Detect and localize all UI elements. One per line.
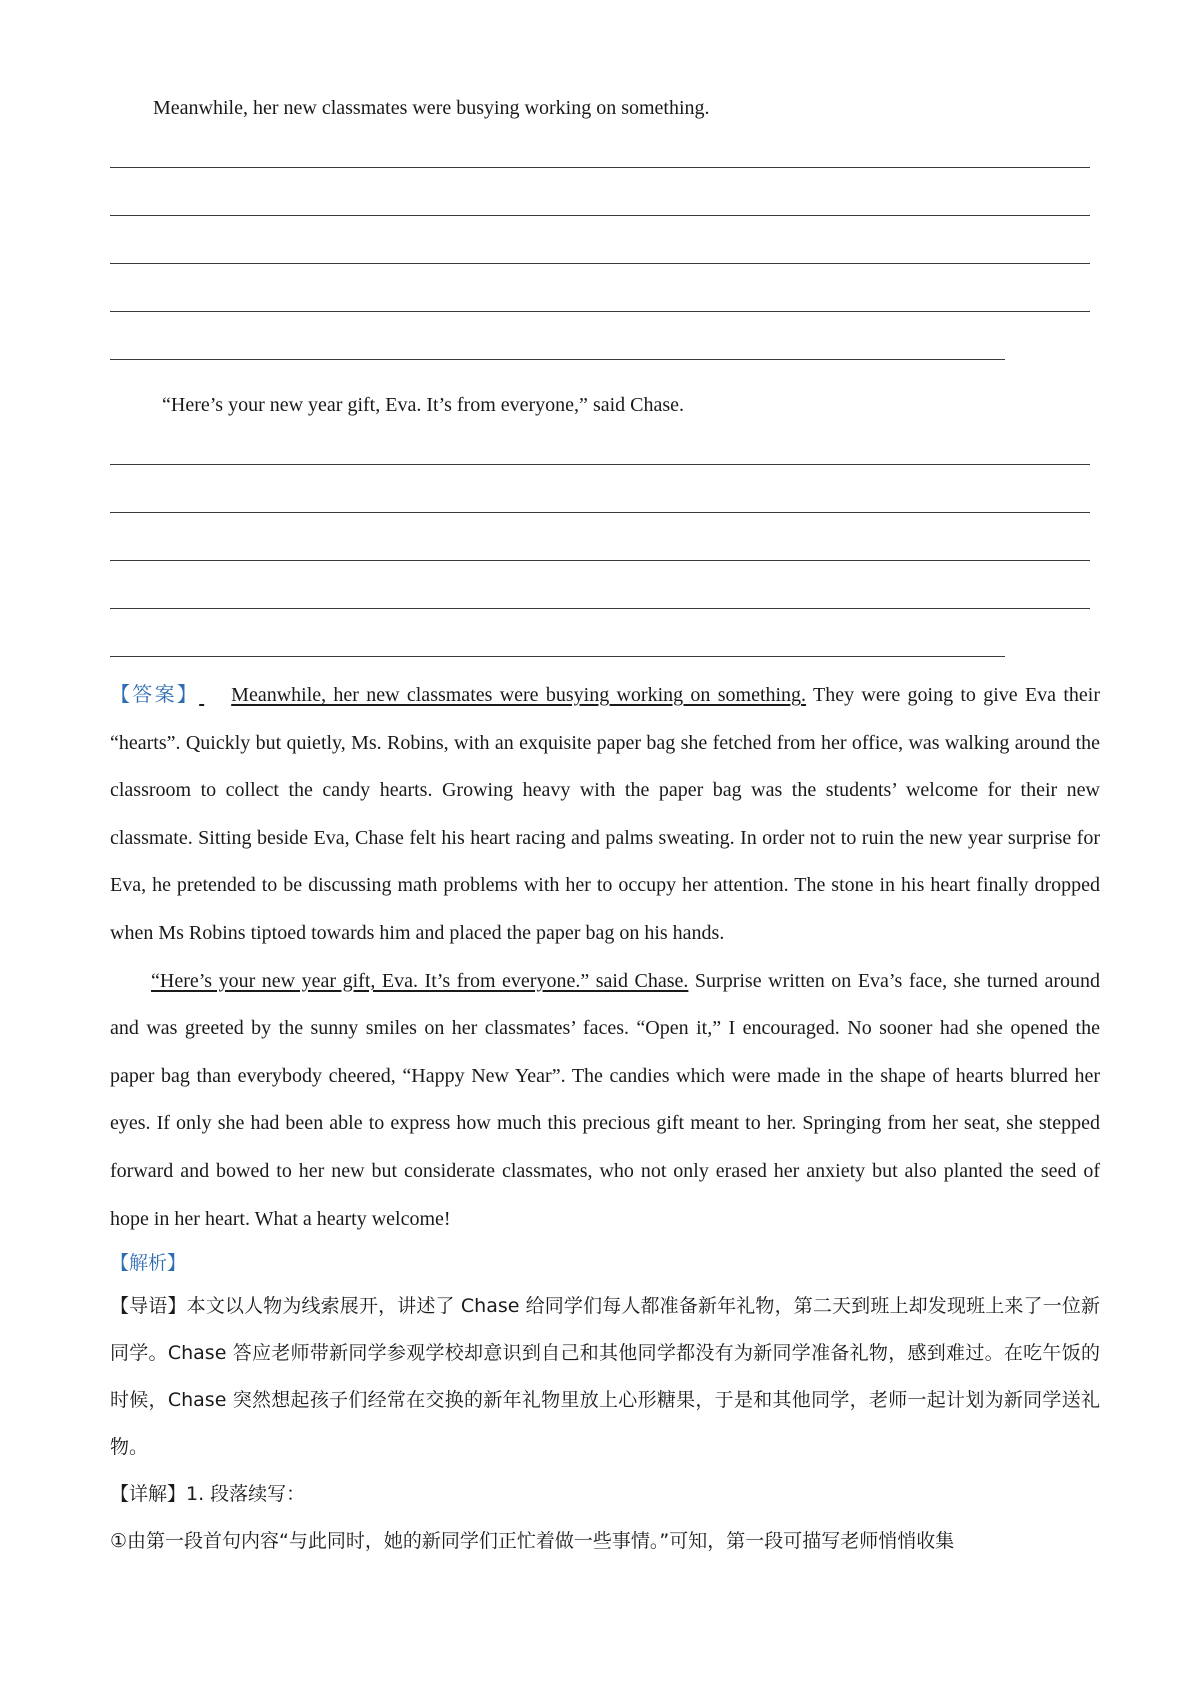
intro-text: 本文以人物为线索展开，讲述了 Chase 给同学们每人都准备新年礼物，第二天到班上却发现班上来了一位新同学。Chase 答应老师带新同学参观学校却意识到自己和其他同学都没有为新同学准备礼物，感到难过。在吃午饭的时候，Chase 突然想起孩子们经常在交换的新年礼物里放上心形糖果，于是和其他同学，老师一起计划为新同学送礼物。 [110, 1295, 1100, 1459]
answer-p2-underlined: “Here’s your new year gift, Eva. It’s from everyone.” said Chase. [151, 969, 689, 992]
detail-heading: 1. 段落续写： [186, 1483, 306, 1506]
document-page [110, 96, 1100, 1565]
writing-line [110, 359, 1005, 360]
writing-line [110, 656, 1005, 657]
analysis-tag: 【解析】 [110, 1252, 187, 1275]
detail-label: 【详解】 [110, 1483, 187, 1506]
writing-line [110, 263, 1090, 264]
answer-paragraph-1 [110, 672, 1100, 958]
answer-p1-text: They were going to give Eva their “hearts”. Quickly but quietly, Ms. Robins, with an exquisite paper bag she fetched from her office, was walking around the classroom to collect the candy hearts. Growing heavy with the paper bag was the students’ welcome for their new classmate. Sitting beside Eva, Chase felt his heart racing and palms sweating. In order not to ruin the new year surprise for Eva, he pretended to be discussing math problems with her to occupy her attention. The stone in his heart finally dropped when Ms Robins tiptoed towards him and placed the paper bag on his hands. [110, 684, 1100, 944]
answer-p2-text: Surprise written on Eva’s face, she turned around and was greeted by the sunny smiles on her classmates’ faces. “Open it,” I encouraged. No sooner had she opened the paper bag than everybody cheered, “Happy New Year”. The candies which were made in the shape of hearts blurred her eyes. If only she had been able to express how much this precious gift meant to her. Springing from her seat, she stepped forward and bowed to her new but considerate classmates, who not only erased her anxiety but also planted the seed of hope in her heart. What a hearty welcome! [110, 969, 1101, 1230]
answer-p1-underlined: Meanwhile, her new classmates were busying working on something. [231, 684, 807, 706]
answer-paragraph-2 [110, 958, 1100, 1244]
writing-line [110, 608, 1090, 609]
intro-label: 【导语】 [110, 1295, 187, 1318]
writing-line [110, 512, 1090, 513]
paragraph-prompt-2: “Here’s your new year gift, Eva. It’s from everyone,” said Chase. [162, 394, 685, 416]
writing-line [110, 560, 1090, 561]
writing-line [110, 464, 1090, 465]
intro-paragraph [110, 1283, 1100, 1471]
paragraph-prompt-1: Meanwhile, her new classmates were busying working on something. [153, 97, 710, 119]
writing-line [110, 215, 1090, 216]
writing-line [110, 167, 1090, 168]
answer-tag: 【答案】 [110, 684, 200, 706]
detail-point-1: ①由第一段首句内容“与此同时，她的新同学们正忙着做一些事情。”可知，第一段可描写老师悄悄收集 [110, 1530, 955, 1553]
writing-lines-2 [110, 464, 1100, 657]
detail-heading-line [110, 1471, 1100, 1518]
writing-line [110, 311, 1090, 312]
answer-section [110, 672, 1100, 1243]
writing-lines-1 [110, 167, 1100, 360]
analysis-section [110, 1243, 1100, 1565]
underline-pad [199, 672, 231, 720]
analysis-heading [110, 1243, 1100, 1283]
